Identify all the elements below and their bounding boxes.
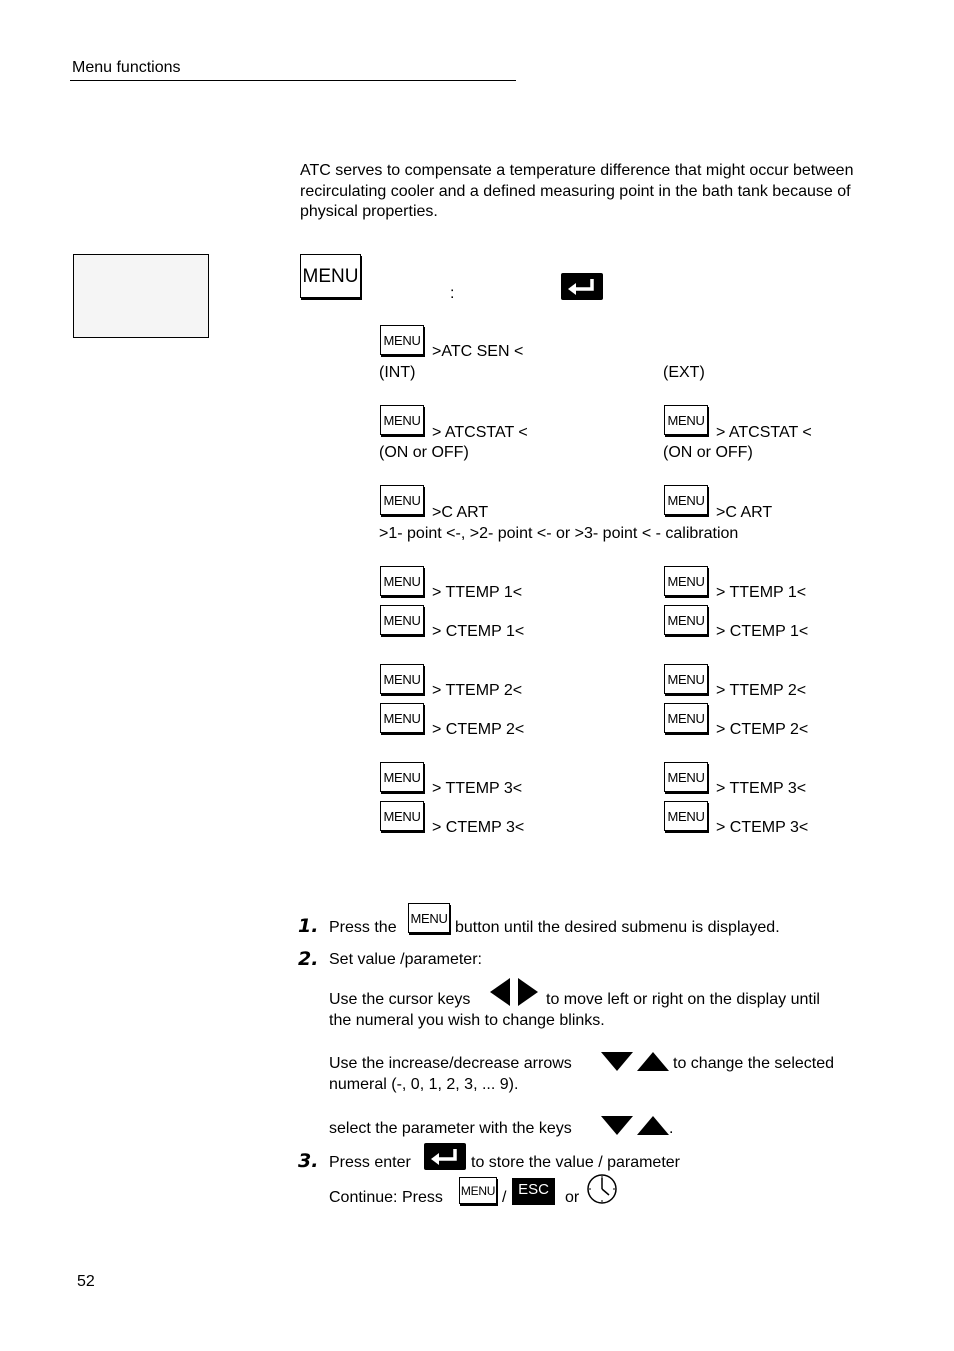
ttemp-3-right: > TTEMP 3< xyxy=(716,780,807,797)
enter-key-icon xyxy=(424,1143,466,1170)
clock-icon xyxy=(585,1171,619,1205)
ctemp-2-left: > CTEMP 2< xyxy=(432,721,525,738)
menu-key-icon: MENU xyxy=(664,664,708,694)
step-2-cursor-b: to move left or right on the display until xyxy=(546,991,820,1008)
menu-key-icon: MENU xyxy=(380,703,424,733)
menu-key-icon: MENU xyxy=(664,801,708,831)
step-3-number: 3. xyxy=(298,1150,319,1172)
menu-key-icon: MENU xyxy=(459,1177,497,1204)
step-2-select: select the parameter with the keys xyxy=(329,1120,572,1137)
step-2-number: 2. xyxy=(298,948,319,970)
menu-key-icon: MENU xyxy=(380,605,424,635)
side-box xyxy=(73,254,209,338)
atc-sen-int: (INT) xyxy=(379,364,416,381)
step-2-cursor-a: Use the cursor keys xyxy=(329,991,471,1008)
menu-key-icon: MENU xyxy=(380,485,424,515)
atc-sen-label: >ATC SEN < xyxy=(432,343,524,360)
menu-key-icon: MENU xyxy=(380,566,424,596)
step-2-arrows-c: numeral (-, 0, 1, 2, 3, ... 9). xyxy=(329,1076,519,1093)
c-art-hint: >1- point <-, >2- point <- or >3- point < - calibration xyxy=(379,525,739,542)
ctemp-3-right: > CTEMP 3< xyxy=(716,819,809,836)
step-1-text-b: button until the desired submenu is displayed. xyxy=(455,919,780,936)
ctemp-1-right: > CTEMP 1< xyxy=(716,623,809,640)
menu-key-icon: MENU xyxy=(664,605,708,635)
step-1-number: 1. xyxy=(298,915,319,937)
page-number: 52 xyxy=(77,1273,95,1290)
top-colon: : xyxy=(450,285,455,302)
intro-paragraph: ATC serves to compensate a temperature difference that might occur between recirculating cooler and a defined measuring point in the bath tank because of physical properties. xyxy=(300,162,854,220)
ctemp-3-left: > CTEMP 3< xyxy=(432,819,525,836)
ctemp-1-left: > CTEMP 1< xyxy=(432,623,525,640)
menu-key-icon: MENU xyxy=(380,405,424,435)
ttemp-3-left: > TTEMP 3< xyxy=(432,780,523,797)
step-1-text-a: Press the xyxy=(329,919,397,936)
ttemp-2-right: > TTEMP 2< xyxy=(716,682,807,699)
esc-key-icon: ESC xyxy=(512,1178,555,1205)
step-2-arrows-a: Use the increase/decrease arrows xyxy=(329,1055,572,1072)
menu-key-icon: MENU xyxy=(664,405,708,435)
step-2-title: Set value /parameter: xyxy=(329,951,482,968)
atcstat-hint-left: (ON or OFF) xyxy=(379,444,469,461)
c-art-label-right: >C ART xyxy=(716,504,773,521)
menu-key-icon: MENU xyxy=(380,664,424,694)
menu-key-icon: MENU xyxy=(664,485,708,515)
menu-key-icon: MENU xyxy=(408,903,450,933)
menu-key-icon: MENU xyxy=(380,325,424,355)
atcstat-hint-right: (ON or OFF) xyxy=(663,444,753,461)
menu-key-icon: MENU xyxy=(664,566,708,596)
menu-key-icon: MENU xyxy=(664,703,708,733)
menu-key-icon: MENU xyxy=(380,801,424,831)
running-header: Menu functions xyxy=(72,59,181,76)
step-2-select-end: . xyxy=(669,1120,674,1137)
atcstat-label-right: > ATCSTAT < xyxy=(716,424,812,441)
atc-sen-ext: (EXT) xyxy=(663,364,705,381)
atcstat-label-left: > ATCSTAT < xyxy=(432,424,528,441)
continue-text: Continue: Press xyxy=(329,1189,443,1206)
enter-key-icon xyxy=(561,273,603,300)
menu-key-icon: MENU xyxy=(380,762,424,792)
continue-or: or xyxy=(565,1189,580,1206)
step-3-text-a: Press enter xyxy=(329,1154,411,1171)
step-2-arrows-b: to change the selected xyxy=(673,1055,835,1072)
ctemp-2-right: > CTEMP 2< xyxy=(716,721,809,738)
menu-key-icon: MENU xyxy=(664,762,708,792)
ttemp-1-right: > TTEMP 1< xyxy=(716,584,807,601)
cursor-left-right-icon xyxy=(488,976,540,1008)
ttemp-2-left: > TTEMP 2< xyxy=(432,682,523,699)
step-2-cursor-c: the numeral you wish to change blinks. xyxy=(329,1012,605,1029)
c-art-label-left: >C ART xyxy=(432,504,489,521)
continue-slash: / xyxy=(502,1189,507,1206)
header-rule xyxy=(70,80,516,81)
down-up-arrows-icon xyxy=(601,1051,671,1073)
menu-key-large: MENU xyxy=(300,254,361,298)
ttemp-1-left: > TTEMP 1< xyxy=(432,584,523,601)
down-up-arrows-icon xyxy=(601,1115,674,1137)
step-3-text-b: to store the value / parameter xyxy=(471,1154,680,1171)
